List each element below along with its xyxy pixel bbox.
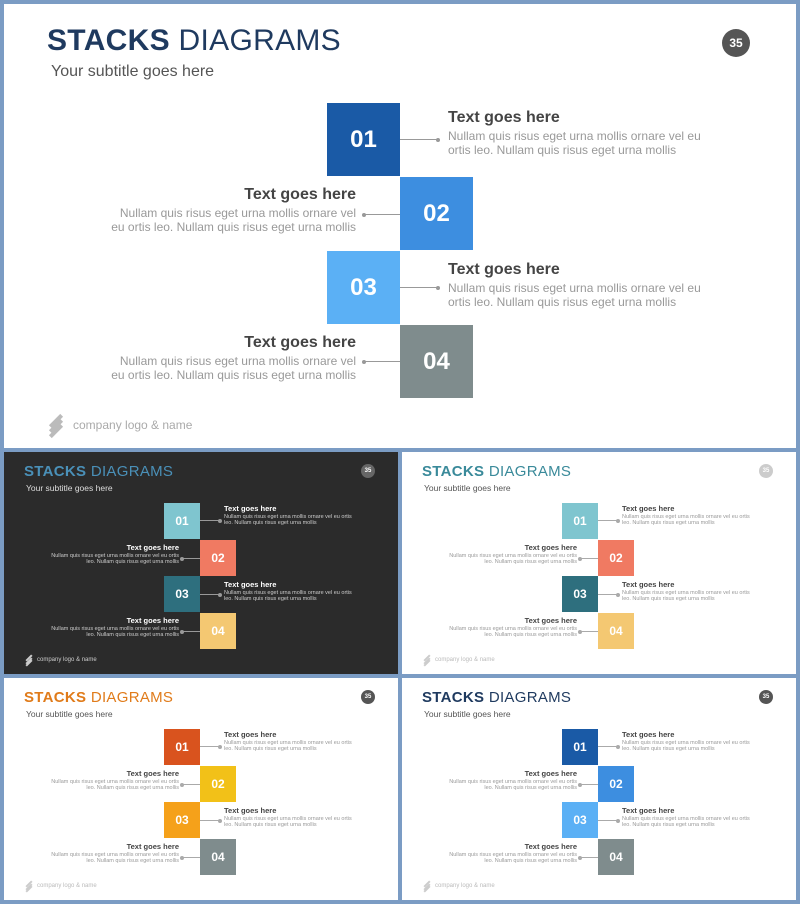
step-text-03 <box>224 806 354 829</box>
step-box-04: 04 <box>200 613 236 649</box>
connector-04 <box>182 857 200 858</box>
step-heading: Text goes here <box>622 806 675 815</box>
company-logo-icon <box>422 655 432 665</box>
connector-02 <box>364 214 400 215</box>
step-heading: Text goes here <box>126 616 179 625</box>
step-box-02: 02 <box>598 766 634 802</box>
connector-04 <box>580 631 598 632</box>
step-body: Nullam quis risus eget urna mollis ornare vel eu ortis leo. Nullam quis risus eget urna mollis <box>51 852 179 865</box>
company-logo-icon <box>46 415 66 435</box>
step-heading: Text goes here <box>224 504 277 513</box>
step-heading: Text goes here <box>622 504 675 513</box>
step-heading: Text goes here <box>448 261 560 278</box>
step-body: Nullam quis risus eget urna mollis ornare vel eu ortis leo. Nullam quis risus eget urna mollis <box>449 852 577 865</box>
step-box-02: 02 <box>400 177 473 250</box>
step-body: Nullam quis risus eget urna mollis ornare vel eu ortis leo. Nullam quis risus eget urna mollis <box>449 779 577 792</box>
step-text-01 <box>224 504 354 527</box>
step-text-01 <box>448 109 708 158</box>
step-body: Nullam quis risus eget urna mollis ornare vel eu ortis leo. Nullam quis risus eget urna mollis <box>224 740 352 753</box>
step-heading: Text goes here <box>224 730 277 739</box>
step-body: Nullam quis risus eget urna mollis ornare vel eu ortis leo. Nullam quis risus eget urna mollis <box>449 553 577 566</box>
connector-02 <box>580 558 598 559</box>
step-heading: Text goes here <box>126 842 179 851</box>
step-body: Nullam quis risus eget urna mollis ornare vel eu ortis leo. Nullam quis risus eget urna mollis <box>51 626 179 639</box>
page-number-badge: 35 <box>722 29 750 57</box>
step-text-02 <box>44 769 179 792</box>
connector-02 <box>580 784 598 785</box>
connector-03 <box>200 594 220 595</box>
step-heading: Text goes here <box>126 769 179 778</box>
connector-03 <box>200 820 220 821</box>
slide-subtitle: Your subtitle goes here <box>424 709 511 719</box>
step-text-04 <box>44 616 179 639</box>
step-text-03 <box>622 580 752 603</box>
step-body: Nullam quis risus eget urna mollis ornare vel eu ortis leo. Nullam quis risus eget urna mollis <box>224 816 352 829</box>
company-logo-icon <box>24 655 34 665</box>
step-box-03: 03 <box>164 576 200 612</box>
company-logo-icon <box>422 881 432 891</box>
connector-03 <box>598 820 618 821</box>
connector-04 <box>182 631 200 632</box>
step-heading: Text goes here <box>524 769 577 778</box>
step-box-04: 04 <box>598 613 634 649</box>
step-text-01 <box>224 730 354 753</box>
company-logo-text: company logo & name <box>37 883 97 889</box>
step-box-02: 02 <box>200 766 236 802</box>
slide-subtitle: Your subtitle goes here <box>51 63 215 80</box>
step-text-03 <box>622 806 752 829</box>
step-body: Nullam quis risus eget urna mollis ornare vel eu ortis leo. Nullam quis risus eget urna mollis <box>449 626 577 639</box>
step-text-02 <box>442 769 577 792</box>
connector-04 <box>580 857 598 858</box>
step-text-01 <box>622 730 752 753</box>
connector-02 <box>182 558 200 559</box>
company-logo <box>46 415 192 435</box>
slide-title: STACKS DIAGRAMS <box>47 24 341 57</box>
step-body: Nullam quis risus eget urna mollis ornare vel eu ortis leo. Nullam quis risus eget urna mollis <box>622 816 750 829</box>
page-number-badge: 35 <box>759 464 773 478</box>
step-body: Nullam quis risus eget urna mollis ornare vel eu ortis leo. Nullam quis risus eget urna mollis <box>224 590 352 603</box>
step-box-04: 04 <box>400 325 473 398</box>
step-box-02: 02 <box>200 540 236 576</box>
connector-01 <box>200 746 220 747</box>
step-body: Nullam quis risus eget urna mollis ornare vel eu ortis leo. Nullam quis risus eget urna mollis <box>448 129 701 157</box>
step-box-03: 03 <box>562 576 598 612</box>
step-heading: Text goes here <box>622 730 675 739</box>
step-text-01 <box>622 504 752 527</box>
step-heading: Text goes here <box>126 543 179 552</box>
step-heading: Text goes here <box>224 580 277 589</box>
company-logo <box>422 655 495 665</box>
step-body: Nullam quis risus eget urna mollis ornare vel eu ortis leo. Nullam quis risus eget urna mollis <box>51 553 179 566</box>
slide-title: STACKS DIAGRAMS <box>422 463 572 480</box>
step-heading: Text goes here <box>524 543 577 552</box>
step-box-01: 01 <box>562 729 598 765</box>
step-box-03: 03 <box>164 802 200 838</box>
step-heading: Text goes here <box>524 616 577 625</box>
connector-01 <box>400 139 438 140</box>
step-box-01: 01 <box>562 503 598 539</box>
company-logo <box>24 655 97 665</box>
company-logo-text: company logo & name <box>73 418 193 432</box>
step-box-03: 03 <box>562 802 598 838</box>
page-number-badge: 35 <box>759 690 773 704</box>
step-heading: Text goes here <box>244 334 356 351</box>
thumbnail-orange[interactable] <box>4 678 398 900</box>
step-text-02 <box>44 543 179 566</box>
step-body: Nullam quis risus eget urna mollis ornare vel eu ortis leo. Nullam quis risus eget urna mollis <box>111 354 356 382</box>
connector-01 <box>200 520 220 521</box>
step-box-04: 04 <box>598 839 634 875</box>
slide-subtitle: Your subtitle goes here <box>26 483 113 493</box>
page-number-badge: 35 <box>361 690 375 704</box>
company-logo <box>422 881 495 891</box>
step-heading: Text goes here <box>622 580 675 589</box>
step-box-01: 01 <box>164 729 200 765</box>
step-body: Nullam quis risus eget urna mollis ornare vel eu ortis leo. Nullam quis risus eget urna mollis <box>622 514 750 527</box>
connector-04 <box>364 361 400 362</box>
step-text-03 <box>448 261 708 310</box>
connector-02 <box>182 784 200 785</box>
connector-03 <box>400 287 438 288</box>
step-text-03 <box>224 580 354 603</box>
step-box-01: 01 <box>164 503 200 539</box>
thumbnail-blue[interactable] <box>402 678 796 900</box>
step-body: Nullam quis risus eget urna mollis ornare vel eu ortis leo. Nullam quis risus eget urna mollis <box>111 206 356 234</box>
connector-01 <box>598 520 618 521</box>
company-logo-text: company logo & name <box>435 883 495 889</box>
thumbnail-dark[interactable] <box>4 452 398 674</box>
step-box-02: 02 <box>598 540 634 576</box>
company-logo-icon <box>24 881 34 891</box>
connector-03 <box>598 594 618 595</box>
step-text-04 <box>442 842 577 865</box>
main-slide[interactable] <box>4 4 796 448</box>
step-body: Nullam quis risus eget urna mollis ornare vel eu ortis leo. Nullam quis risus eget urna mollis <box>51 779 179 792</box>
step-box-04: 04 <box>200 839 236 875</box>
slide-subtitle: Your subtitle goes here <box>424 483 511 493</box>
step-text-04 <box>442 616 577 639</box>
slide-title: STACKS DIAGRAMS <box>24 463 174 480</box>
step-text-02 <box>442 543 577 566</box>
company-logo-text: company logo & name <box>435 657 495 663</box>
step-body: Nullam quis risus eget urna mollis ornare vel eu ortis leo. Nullam quis risus eget urna mollis <box>224 514 352 527</box>
step-text-04 <box>104 334 356 383</box>
slide-title: STACKS DIAGRAMS <box>422 689 572 706</box>
connector-01 <box>598 746 618 747</box>
slide-title: STACKS DIAGRAMS <box>24 689 174 706</box>
step-heading: Text goes here <box>448 109 560 126</box>
step-body: Nullam quis risus eget urna mollis ornare vel eu ortis leo. Nullam quis risus eget urna mollis <box>622 740 750 753</box>
step-heading: Text goes here <box>224 806 277 815</box>
company-logo-text: company logo & name <box>37 657 97 663</box>
step-body: Nullam quis risus eget urna mollis ornare vel eu ortis leo. Nullam quis risus eget urna mollis <box>622 590 750 603</box>
step-text-04 <box>44 842 179 865</box>
step-box-01: 01 <box>327 103 400 176</box>
step-heading: Text goes here <box>524 842 577 851</box>
slide-subtitle: Your subtitle goes here <box>26 709 113 719</box>
thumbnail-teal[interactable] <box>402 452 796 674</box>
step-body: Nullam quis risus eget urna mollis ornare vel eu ortis leo. Nullam quis risus eget urna mollis <box>448 281 701 309</box>
step-text-02 <box>104 186 356 235</box>
company-logo <box>24 881 97 891</box>
step-box-03: 03 <box>327 251 400 324</box>
step-heading: Text goes here <box>244 186 356 203</box>
page-number-badge: 35 <box>361 464 375 478</box>
